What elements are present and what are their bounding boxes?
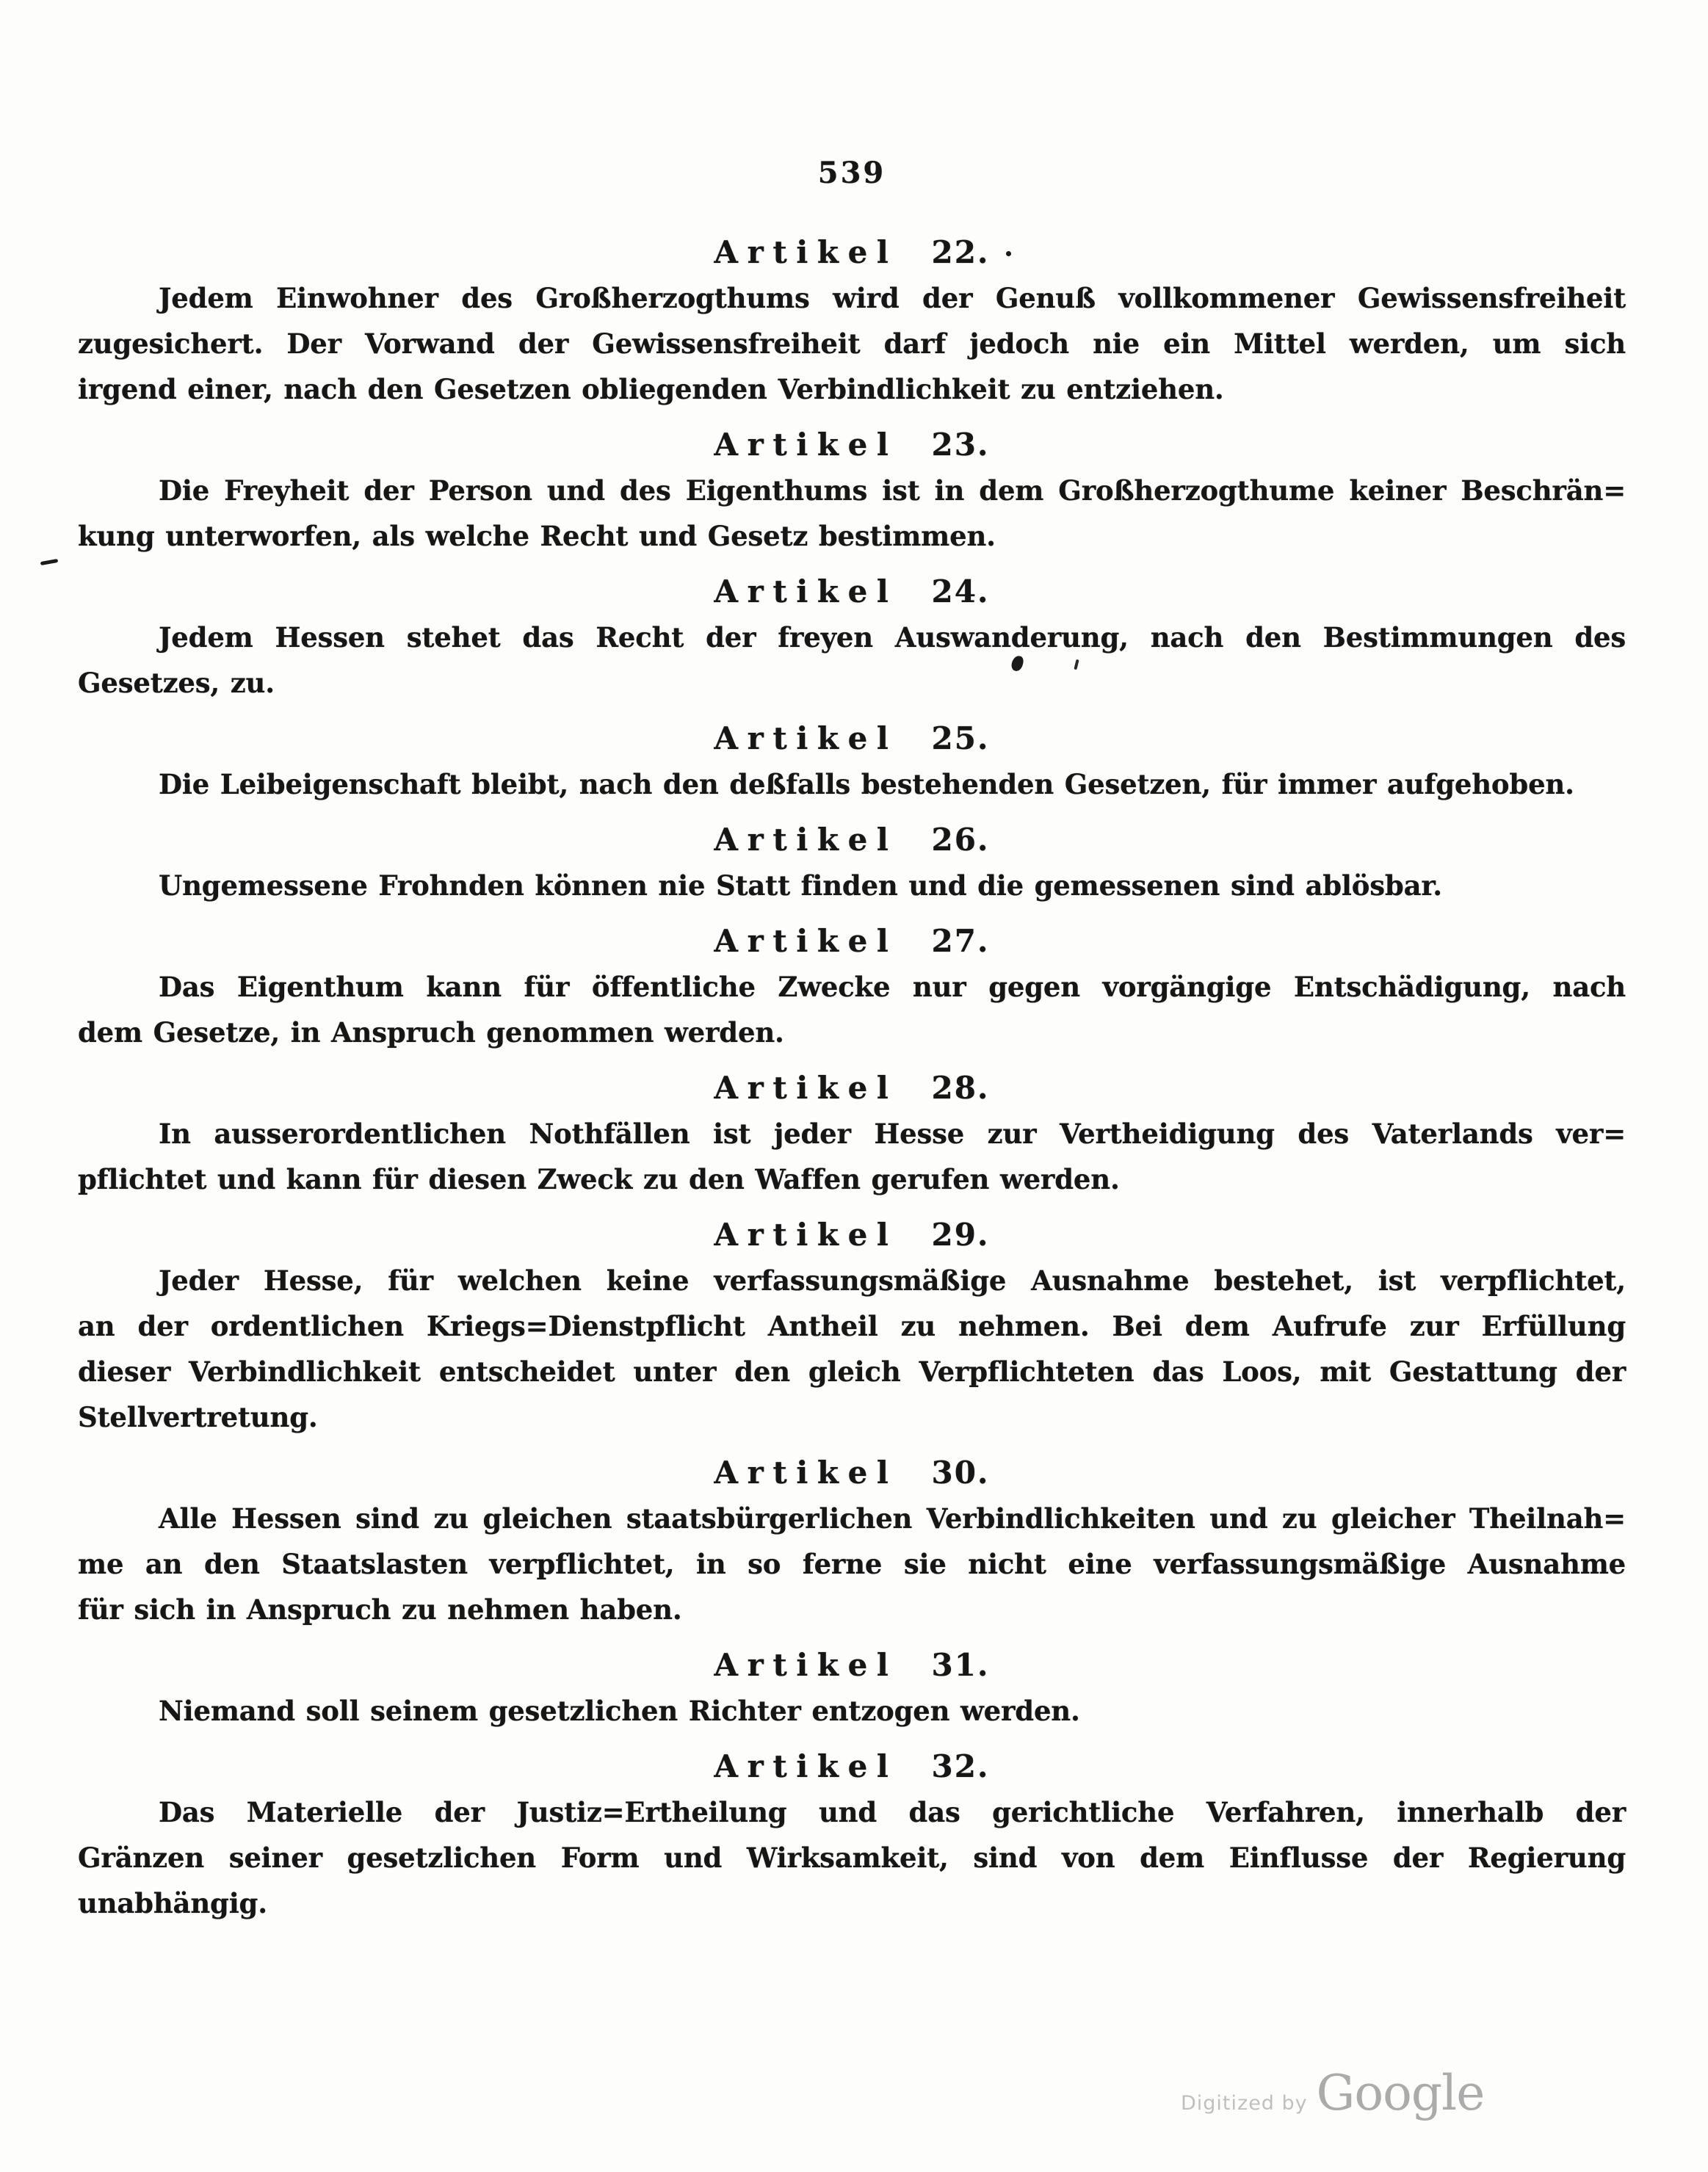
text-line: dem Gesetze, in Anspruch genommen werden.	[78, 1016, 784, 1049]
article-27	[78, 919, 1626, 1055]
text-line: an der ordentlichen Kriegs=Dienstpflicht Antheil zu nehmen. Bei dem Aufrufe zur Erfüllung	[78, 1310, 1626, 1342]
article-heading	[78, 569, 1626, 615]
article-heading-number: 24.	[931, 573, 990, 609]
article-heading	[78, 230, 1626, 275]
google-watermark	[1181, 2065, 1484, 2121]
article-body	[78, 1111, 1626, 1202]
scan-artifact-margin-dash	[40, 559, 59, 565]
text-line: In ausserordentlichen Nothfällen ist jeder Hesse zur Vertheidigung des Vaterlands ver=	[159, 1118, 1626, 1150]
article-body	[78, 615, 1626, 706]
text-line: Das Materielle der Justiz=Ertheilung und das gerichtliche Verfahren, innerhalb der	[159, 1796, 1626, 1828]
article-30	[78, 1450, 1626, 1632]
article-heading-label: Artikel	[714, 720, 898, 756]
article-body	[78, 964, 1626, 1055]
text-line: dieser Verbindlichkeit entscheidet unter den gleich Verpflichteten das Loos, mit Gestattung der	[78, 1355, 1626, 1388]
article-heading-number: 27.	[931, 923, 990, 959]
article-heading-number: 22.	[931, 234, 990, 270]
article-32	[78, 1744, 1626, 1926]
article-body	[78, 1258, 1626, 1440]
article-31	[78, 1643, 1626, 1734]
article-heading-label: Artikel	[714, 822, 898, 858]
text-line: Ungemessene Frohnden können nie Statt finden und die gemessenen sind ablösbar.	[159, 869, 1442, 902]
article-heading-label: Artikel	[714, 573, 898, 609]
article-heading-number: 25.	[931, 720, 990, 756]
article-heading-number: 23.	[931, 427, 990, 463]
article-heading	[78, 1643, 1626, 1688]
article-heading-number: 26.	[931, 822, 990, 858]
article-heading	[78, 1065, 1626, 1111]
article-body	[78, 761, 1626, 807]
scan-artifact-dot	[1006, 251, 1011, 256]
article-28	[78, 1065, 1626, 1202]
text-line: Niemand soll seinem gesetzlichen Richter entzogen werden.	[159, 1695, 1080, 1727]
article-heading-number: 28.	[931, 1070, 990, 1106]
article-25	[78, 716, 1626, 807]
article-body	[78, 1496, 1626, 1632]
article-heading	[78, 422, 1626, 468]
article-body	[78, 1688, 1626, 1734]
text-line: Stellvertretung.	[78, 1401, 318, 1433]
text-line: pflichtet und kann für diesen Zweck zu den Waffen gerufen werden.	[78, 1163, 1120, 1195]
article-heading	[78, 716, 1626, 761]
article-22	[78, 230, 1626, 412]
article-heading-number: 30.	[931, 1455, 990, 1491]
article-heading	[78, 1212, 1626, 1258]
article-heading-label: Artikel	[714, 1647, 898, 1683]
article-body	[78, 468, 1626, 559]
article-heading	[78, 1450, 1626, 1496]
text-line: Alle Hessen sind zu gleichen staatsbürgerlichen Verbindlichkeiten und zu gleicher Theilnah=	[159, 1502, 1626, 1535]
text-line: Jeder Hesse, für welchen keine verfassungsmäßige Ausnahme bestehet, ist verpflichtet,	[159, 1264, 1626, 1297]
article-23	[78, 422, 1626, 559]
watermark-prefix: Digitized by	[1181, 2092, 1308, 2115]
google-logo: Google	[1316, 2065, 1485, 2121]
article-heading-label: Artikel	[714, 1070, 898, 1106]
article-heading-label: Artikel	[714, 923, 898, 959]
article-heading-label: Artikel	[714, 1455, 898, 1491]
article-heading-number: 32.	[931, 1748, 990, 1784]
text-line: Jedem Einwohner des Großherzogthums wird der Genuß vollkommener Gewissensfreiheit	[159, 282, 1626, 314]
article-heading	[78, 817, 1626, 863]
text-line: Die Freyheit der Person und des Eigenthums ist in dem Großherzogthume keiner Beschrän=	[159, 474, 1626, 507]
article-body	[78, 863, 1626, 908]
text-line: zugesichert. Der Vorwand der Gewissensfreiheit darf jedoch nie ein Mittel werden, um sich	[78, 327, 1626, 360]
text-line: me an den Staatslasten verpflichtet, in so ferne sie nicht eine verfassungsmäßige Ausnahme	[78, 1548, 1626, 1580]
article-24	[78, 569, 1626, 706]
article-heading-label: Artikel	[714, 234, 898, 270]
text-line: für sich in Anspruch zu nehmen haben.	[78, 1593, 682, 1626]
article-heading	[78, 1744, 1626, 1789]
article-29	[78, 1212, 1626, 1440]
text-line: Jedem Hessen stehet das Recht der freyen Auswanderung, nach den Bestimmungen des	[159, 621, 1626, 654]
article-heading	[78, 919, 1626, 964]
text-line: kung unterworfen, als welche Recht und Gesetz bestimmen.	[78, 520, 996, 552]
page-number: 539	[817, 156, 886, 190]
article-heading-number: 31.	[931, 1647, 990, 1683]
article-body	[78, 1789, 1626, 1926]
text-line: Gesetzes, zu.	[78, 667, 275, 699]
text-line: unabhängig.	[78, 1887, 267, 1919]
article-body	[78, 275, 1626, 412]
text-line: Das Eigenthum kann für öffentliche Zwecke nur gegen vorgängige Entschädigung, nach	[159, 971, 1626, 1003]
article-26	[78, 817, 1626, 908]
text-line: Die Leibeigenschaft bleibt, nach den deßfalls bestehenden Gesetzen, für immer aufgehoben.	[159, 768, 1574, 800]
article-heading-label: Artikel	[714, 1748, 898, 1784]
text-line: irgend einer, nach den Gesetzen obliegenden Verbindlichkeit zu entziehen.	[78, 373, 1224, 405]
article-heading-label: Artikel	[714, 427, 898, 463]
article-heading-number: 29.	[931, 1217, 990, 1253]
text-line: Gränzen seiner gesetzlichen Form und Wirksamkeit, sind von dem Einflusse der Regierung	[78, 1842, 1626, 1874]
article-heading-label: Artikel	[714, 1217, 898, 1253]
